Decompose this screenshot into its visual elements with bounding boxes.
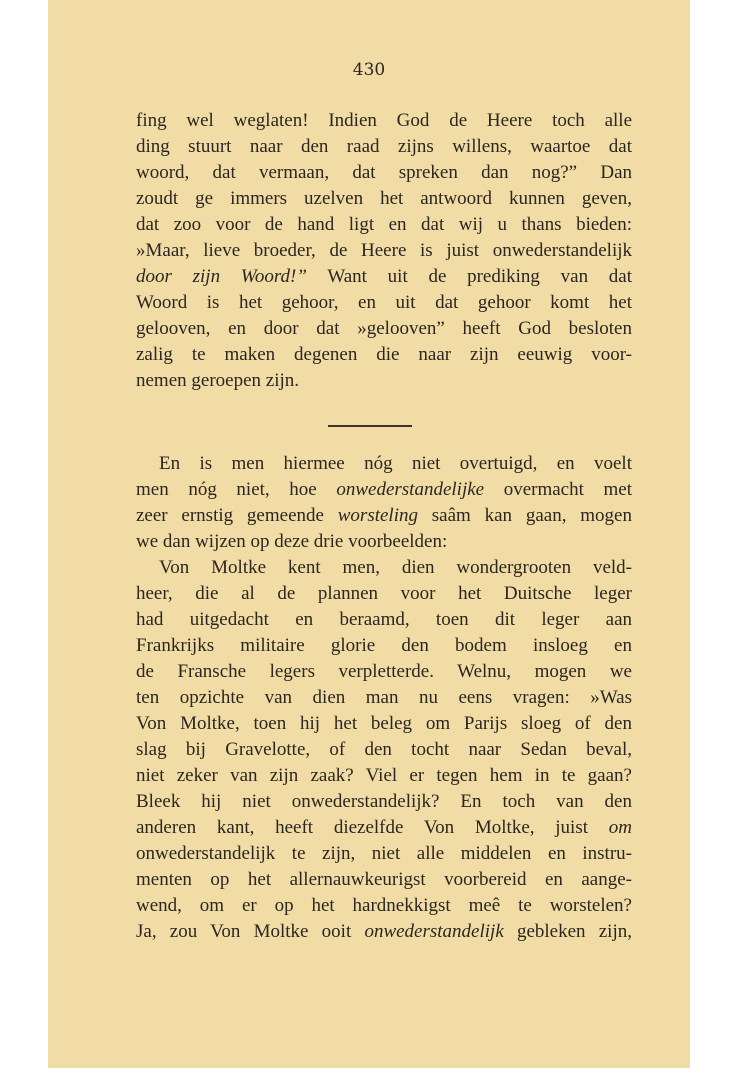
text-line <box>136 264 632 290</box>
text-line: onwederstandelijk te zijn, niet alle middelen en instru- <box>136 843 632 864</box>
text-line: niet zeker van zijn zaak? Viel er tegen hem in te gaan? <box>136 765 632 786</box>
text-line <box>136 477 632 503</box>
italic-text: onwederstandelijke <box>336 479 485 500</box>
text-line: »Maar, lieve broeder, de Heere is juist onwederstandelijk <box>136 240 632 261</box>
text-span: Ja, zou Von Moltke ooit <box>136 921 365 942</box>
text-line: menten op het allernauwkeurigst voorbereid en aange- <box>136 869 632 890</box>
text-line: Von Moltke, toen hij het beleg om Parijs sloeg of den <box>136 713 632 734</box>
text-line: ten opzichte van dien man nu eens vragen: »Was <box>136 687 632 708</box>
text-line: Bleek hij niet onwederstandelijk? En toch van den <box>136 791 632 812</box>
text-span: anderen kant, heeft diezelfde Von Moltke, juist <box>136 817 609 838</box>
book-page <box>48 0 690 1068</box>
text-line: de Fransche legers verpletterde. Welnu, mogen we <box>136 661 632 682</box>
text-line <box>136 919 632 945</box>
text-span: Want uit de prediking van dat <box>306 266 632 287</box>
text-line: ding stuurt naar den raad zijns willens, waartoe dat <box>136 136 632 157</box>
text-span: overmacht met <box>484 479 632 500</box>
text-line: heer, die al de plannen voor het Duitsche leger <box>136 583 632 604</box>
text-line: Von Moltke kent men, dien wondergrooten veld- <box>159 557 632 578</box>
text-line: slag bij Gravelotte, of den tocht naar Sedan beval, <box>136 739 632 760</box>
italic-text: om <box>608 817 632 838</box>
text-line: Frankrijks militaire glorie den bodem insloeg en <box>136 635 632 656</box>
section-divider <box>328 425 412 427</box>
text-line: Woord is het gehoor, en uit dat gehoor komt het <box>136 292 632 313</box>
italic-text: worsteling <box>337 505 418 526</box>
text-span: men nóg niet, hoe <box>136 479 337 500</box>
text-line: fing wel weglaten! Indien God de Heere toch alle <box>136 110 632 131</box>
text-line: zalig te maken degenen die naar zijn eeuwig voor- <box>136 344 632 365</box>
text-line: we dan wijzen op deze drie voorbeelden: <box>136 531 448 552</box>
text-line: wend, om er op het hardnekkigst meê te worstelen? <box>136 895 632 916</box>
text-line: En is men hiermee nóg niet overtuigd, en voelt <box>159 453 632 474</box>
text-line: nemen geroepen zijn. <box>136 370 300 391</box>
text-span: gebleken zijn, <box>503 921 632 942</box>
text-line: woord, dat vermaan, dat spreken dan nog?” Dan <box>136 162 632 183</box>
page-number: 430 <box>352 60 386 80</box>
text-line <box>136 815 632 841</box>
text-line: dat zoo voor de hand ligt en dat wij u thans bieden: <box>136 214 632 235</box>
text-span: zeer ernstig gemeende <box>136 505 338 526</box>
italic-text: door zijn Woord!” <box>136 266 307 287</box>
text-line <box>136 503 632 529</box>
text-line: gelooven, en door dat »gelooven” heeft God besloten <box>136 318 632 339</box>
text-line: zoudt ge immers uzelven het antwoord kunnen geven, <box>136 188 632 209</box>
text-span: saâm kan gaan, mogen <box>417 505 632 526</box>
text-line: had uitgedacht en beraamd, toen dit leger aan <box>136 609 632 630</box>
italic-text: onwederstandelijk <box>364 921 504 942</box>
